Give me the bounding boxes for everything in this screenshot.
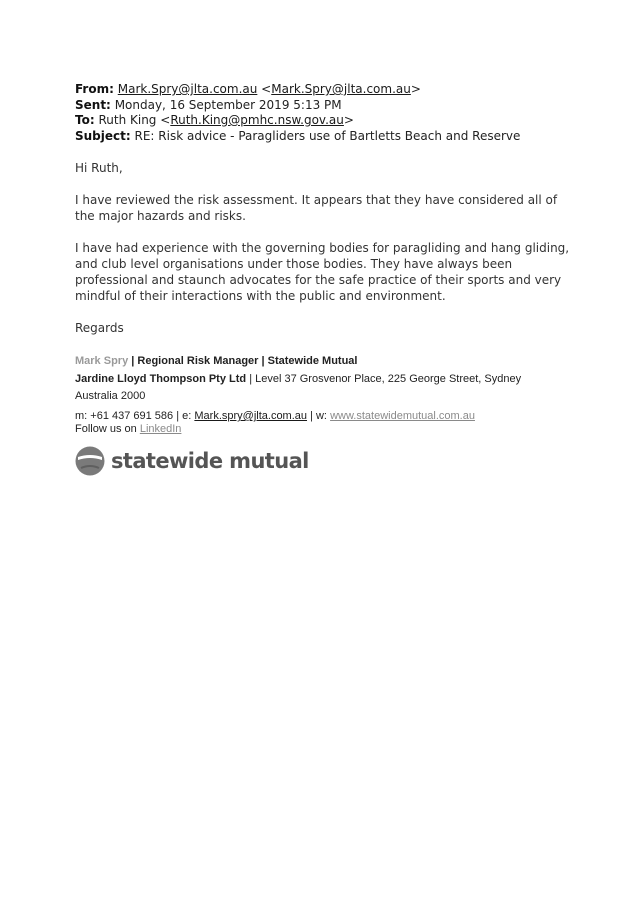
statewide-mutual-logo-icon	[75, 446, 105, 476]
statewide-mutual-logo	[75, 446, 575, 476]
signature-name: Mark Spry	[75, 355, 129, 367]
signature-website-link[interactable]: www.statewidemutual.com.au	[330, 410, 475, 422]
closing: Regards	[75, 321, 124, 335]
to-name: Ruth King	[98, 113, 157, 127]
subject-value: RE: Risk advice - Paragliders use of Bartletts Beach and Reserve	[134, 128, 521, 143]
sent-label: Sent:	[75, 97, 111, 112]
email-signature	[75, 354, 555, 436]
from-email-bracket-link[interactable]: Mark.Spry@jlta.com.au	[271, 82, 411, 96]
signature-title: | Regional Risk Manager | Statewide Mutual	[131, 355, 358, 367]
to-email-link[interactable]: Ruth.King@pmhc.nsw.gov.au	[170, 113, 344, 127]
greeting: Hi Ruth,	[75, 161, 123, 175]
signature-mobile: m: +61 437 691 586 | e:	[75, 410, 192, 422]
signature-contact-line	[75, 409, 555, 423]
logo-text: statewide mutual	[111, 449, 309, 473]
from-line: From: Mark.Spry@jlta.com.au <Mark.Spry@jlta.com.au>	[75, 82, 421, 96]
signature-email-link[interactable]: Mark.spry@jlta.com.au	[194, 410, 308, 422]
email-document	[75, 82, 575, 476]
from-email-link[interactable]: Mark.Spry@jlta.com.au	[117, 82, 258, 96]
sent-line	[75, 98, 575, 114]
sent-value: Monday, 16 September 2019 5:13 PM	[114, 97, 342, 112]
email-body	[75, 160, 575, 336]
from-label: From:	[75, 82, 114, 96]
signature-company: Jardine Lloyd Thompson Pty Ltd	[75, 373, 247, 385]
signature-name-line	[75, 354, 555, 369]
subject-label: Subject:	[75, 128, 131, 143]
linkedin-link[interactable]: LinkedIn	[139, 423, 182, 435]
to-line: To: Ruth King <Ruth.King@pmhc.nsw.gov.au>	[75, 113, 354, 127]
to-label: To:	[75, 113, 95, 127]
signature-follow-line	[75, 423, 555, 436]
body-paragraph-2: I have had experience with the governing bodies for paragliding and hang gliding, and club level organisations under those bodies. They have always been professional and staunch advocates for the safe practice of their sports and very mindful of their interactions with the public and environment.	[75, 241, 570, 303]
signature-web-prefix: | w:	[310, 410, 327, 422]
follow-prefix: Follow us on	[75, 423, 137, 435]
subject-line	[75, 129, 575, 145]
email-header	[75, 82, 575, 144]
body-paragraph-1: I have reviewed the risk assessment. It appears that they have considered all of the major hazards and risks.	[75, 193, 558, 223]
signature-address: | Level 37 Grosvenor Place, 225 George Street, Sydney Australia 2000	[75, 373, 522, 402]
signature-company-line	[75, 371, 555, 405]
